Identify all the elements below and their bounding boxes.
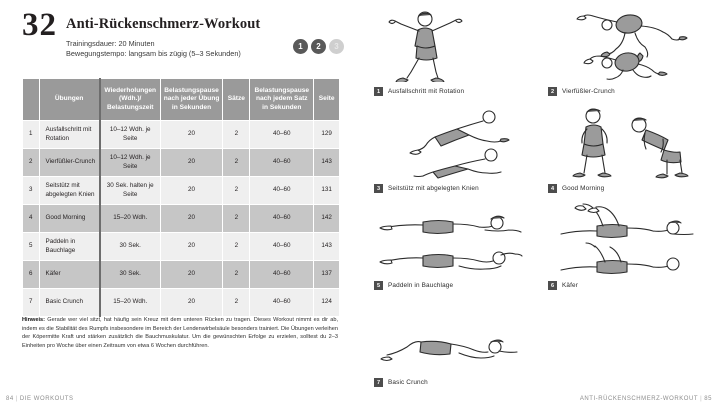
lunge-rotation-illustration <box>370 4 536 82</box>
hint-note <box>22 316 338 350</box>
cell-exercise: Seitstütz mit abgelegten Knien <box>39 177 100 205</box>
exercise-number-badge: 1 <box>374 87 383 96</box>
table-row <box>23 177 340 205</box>
workout-header <box>22 8 350 59</box>
hint-text: Gerade wer viel sitzt, hat häufig sein Kreuz mit dem unteren Rücken zu tragen. Dieses Workout nimmt es dir ab, indem es die Stabilität des Rumpfs insbesondere im Bereich der Lendenwirbelsäule besonders trainiert. Die Übungen verleihen der Köpermitte Kraft und stärken zusätzlich die Bauchmuskulatur. Um die gewünschten Erfolge zu erzielen, solltest du 2–3 Einheiten pro Woche über einen Zeitraum von etwa 6 Wochen durchführen. <box>22 317 338 349</box>
difficulty-level-indicator <box>293 39 344 54</box>
cell-page: 129 <box>314 121 340 149</box>
right-page <box>360 0 720 414</box>
exercise-row <box>366 101 714 198</box>
cell-number: 5 <box>23 233 40 261</box>
cell-pause-exercise: 20 <box>160 177 223 205</box>
exercise-caption-text: Vierfüßler-Crunch <box>562 88 615 95</box>
exercise-cell-4 <box>540 101 714 198</box>
workout-table <box>22 78 340 317</box>
exercise-caption-text: Basic Crunch <box>388 379 428 386</box>
cell-number: 2 <box>23 149 40 177</box>
cell-number: 4 <box>23 205 40 233</box>
dead-bug-illustration <box>544 198 710 276</box>
cell-number: 6 <box>23 261 40 289</box>
cell-reps: 15–20 Wdh. <box>100 289 160 317</box>
cell-pause-exercise: 20 <box>160 205 223 233</box>
exercise-caption-text: Paddeln in Bauchlage <box>388 282 454 289</box>
cell-sets: 2 <box>223 289 250 317</box>
cell-pause-set: 40–60 <box>250 289 314 317</box>
exercise-caption-text: Good Morning <box>562 185 605 192</box>
cell-pause-exercise: 20 <box>160 149 223 177</box>
exercise-caption-text: Seitstütz mit abgelegten Knien <box>388 185 479 192</box>
cell-sets: 2 <box>223 121 250 149</box>
footer-section: DIE WORKOUTS <box>19 396 74 402</box>
cell-pause-set: 40–60 <box>250 177 314 205</box>
exercise-caption-5 <box>370 276 536 295</box>
good-morning-illustration <box>544 101 710 179</box>
cell-pause-set: 40–60 <box>250 149 314 177</box>
cell-sets: 2 <box>223 233 250 261</box>
cell-exercise: Basic Crunch <box>39 289 100 317</box>
cell-page: 143 <box>314 149 340 177</box>
cell-sets: 2 <box>223 261 250 289</box>
cell-exercise: Good Morning <box>39 205 100 233</box>
table-row <box>23 289 340 317</box>
cell-pause-set: 40–60 <box>250 121 314 149</box>
workout-meta <box>66 39 260 59</box>
cell-exercise: Paddeln in Bauchlage <box>39 233 100 261</box>
exercise-cell-empty <box>540 295 714 392</box>
exercise-caption-6 <box>544 276 710 295</box>
cell-reps: 10–12 Wdh. je Seite <box>100 149 160 177</box>
table-row <box>23 233 340 261</box>
cell-number: 1 <box>23 121 40 149</box>
cell-page: 137 <box>314 261 340 289</box>
table-body <box>23 121 340 317</box>
basic-crunch-illustration <box>370 295 536 373</box>
movement-tempo: Bewegungstempo: langsam bis zügig (5–3 Sekunden) <box>66 49 241 59</box>
cell-number: 3 <box>23 177 40 205</box>
training-duration: Trainingsdauer: 20 Minuten <box>66 39 155 48</box>
page-title: Anti-Rückenschmerz-Workout <box>66 16 261 32</box>
col-header-number <box>23 79 40 121</box>
exercise-number-badge: 6 <box>548 281 557 290</box>
footer-separator: | <box>15 396 18 402</box>
cell-pause-set: 40–60 <box>250 233 314 261</box>
cell-pause-set: 40–60 <box>250 261 314 289</box>
exercise-row <box>366 198 714 295</box>
exercise-row <box>366 295 714 392</box>
exercise-cell-2 <box>540 4 714 101</box>
hint-label: Hinweis: <box>22 317 46 323</box>
col-header-exercise: Übungen <box>39 79 100 121</box>
cell-exercise: Käfer <box>39 261 100 289</box>
col-header-reps: Wiederholungen (Wdh.)/ Belastungszeit <box>100 79 160 121</box>
exercise-caption-1 <box>370 82 536 101</box>
col-header-sets: Sätze <box>223 79 250 121</box>
exercise-cell-7 <box>366 295 540 392</box>
table-row <box>23 149 340 177</box>
exercise-caption-2 <box>544 82 710 101</box>
col-header-page: Seite <box>314 79 340 121</box>
col-header-pause-set: Belastungspause nach jedem Satz in Sekunden <box>250 79 314 121</box>
cell-page: 124 <box>314 289 340 317</box>
exercise-cell-1 <box>366 4 540 101</box>
side-plank-knees-illustration <box>370 101 536 179</box>
cell-pause-set: 40–60 <box>250 205 314 233</box>
exercise-caption-3 <box>370 179 536 198</box>
exercise-number-badge: 7 <box>374 378 383 387</box>
cell-reps: 30 Sek. <box>100 233 160 261</box>
cell-pause-exercise: 20 <box>160 121 223 149</box>
cell-pause-exercise: 20 <box>160 233 223 261</box>
cell-pause-exercise: 20 <box>160 289 223 317</box>
footer-page-number: 84 <box>6 396 14 402</box>
exercise-caption-4 <box>544 179 710 198</box>
prone-paddling-illustration <box>370 198 536 276</box>
cell-sets: 2 <box>223 177 250 205</box>
cell-exercise: Ausfallschritt mit Rotation <box>39 121 100 149</box>
cell-reps: 10–12 Wdh. je Seite <box>100 121 160 149</box>
exercise-caption-text: Ausfallschritt mit Rotation <box>388 88 465 95</box>
cell-exercise: Vierfüßler-Crunch <box>39 149 100 177</box>
cell-page: 143 <box>314 233 340 261</box>
cell-number: 7 <box>23 289 40 317</box>
exercise-cell-3 <box>366 101 540 198</box>
footer-right <box>580 396 712 402</box>
chapter-number: 32 <box>22 7 57 43</box>
cell-sets: 2 <box>223 149 250 177</box>
cell-sets: 2 <box>223 205 250 233</box>
footer-page-number: 85 <box>704 396 712 402</box>
col-header-pause-exercise: Belastungspause nach jeder Übung in Sekunden <box>160 79 223 121</box>
cell-reps: 30 Sek. <box>100 261 160 289</box>
exercise-caption-7 <box>370 373 536 392</box>
cell-pause-exercise: 20 <box>160 261 223 289</box>
exercise-cell-5 <box>366 198 540 295</box>
cell-reps: 15–20 Wdh. <box>100 205 160 233</box>
table-header <box>23 79 340 121</box>
table-header-row <box>23 79 340 121</box>
cell-reps: 30 Sek. halten je Seite <box>100 177 160 205</box>
table-row <box>23 205 340 233</box>
exercise-number-badge: 2 <box>548 87 557 96</box>
level-badge-2: 2 <box>311 39 326 54</box>
exercise-illustration-grid <box>366 4 714 392</box>
exercise-number-badge: 3 <box>374 184 383 193</box>
table-row <box>23 121 340 149</box>
exercise-row <box>366 4 714 101</box>
cell-page: 142 <box>314 205 340 233</box>
exercise-cell-6 <box>540 198 714 295</box>
footer-section: ANTI-RÜCKENSCHMERZ-WORKOUT <box>579 396 699 402</box>
footer-left <box>6 396 74 402</box>
quadruped-crunch-illustration <box>544 4 710 82</box>
table-row <box>23 261 340 289</box>
footer-separator: | <box>700 396 703 402</box>
cell-page: 131 <box>314 177 340 205</box>
level-badge-1: 1 <box>293 39 308 54</box>
exercise-number-badge: 5 <box>374 281 383 290</box>
exercise-caption-text: Käfer <box>562 282 579 289</box>
exercise-number-badge: 4 <box>548 184 557 193</box>
level-badge-3: 3 <box>329 39 344 54</box>
